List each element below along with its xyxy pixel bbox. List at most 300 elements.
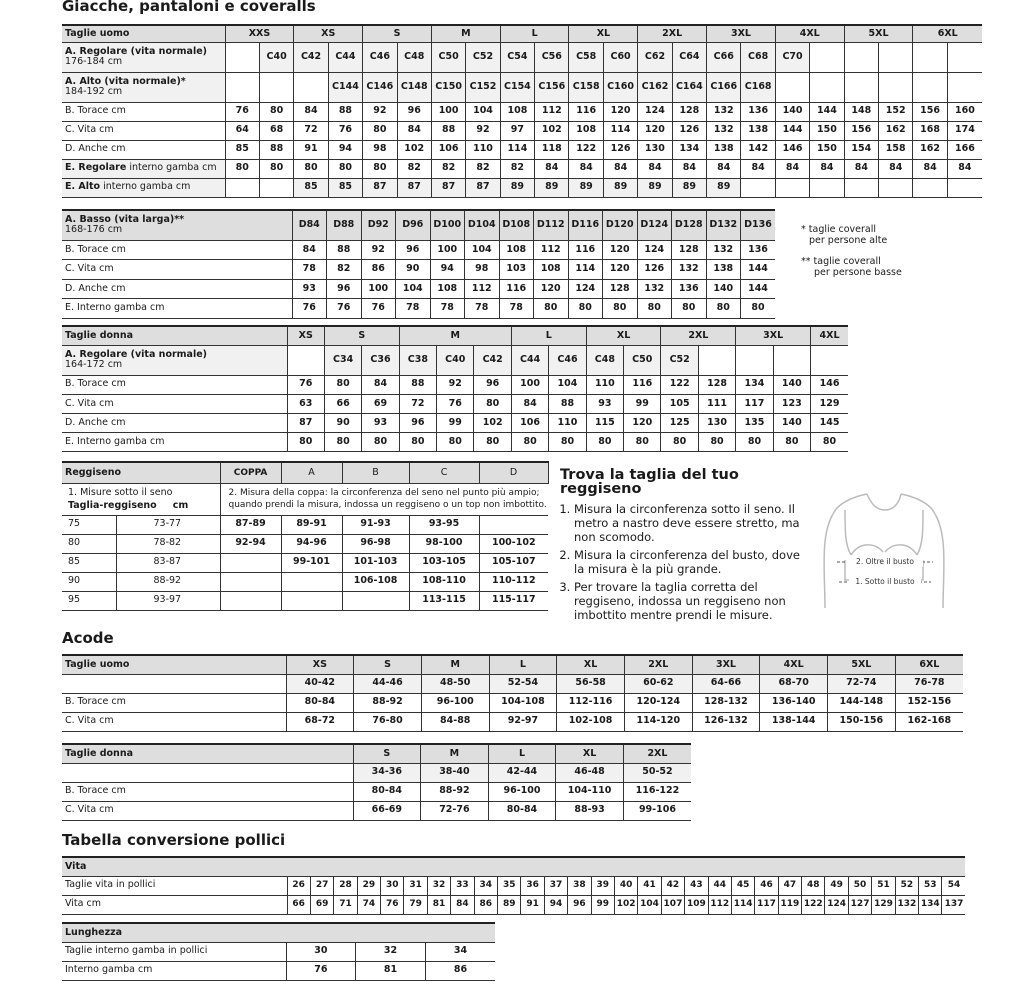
value-cell: 116 bbox=[624, 375, 661, 394]
value-cell: 97 bbox=[500, 121, 534, 140]
value-cell: 32 bbox=[356, 942, 426, 961]
value-cell: 146 bbox=[811, 375, 848, 394]
size-code bbox=[879, 72, 913, 102]
value-cell: 126 bbox=[603, 140, 637, 159]
size-code: C40 bbox=[437, 345, 474, 375]
row-label: E. Alto interno gamba cm bbox=[62, 178, 225, 197]
size-code: C52 bbox=[466, 42, 500, 72]
size-range: 42-44 bbox=[488, 763, 556, 782]
table-row bbox=[62, 693, 963, 712]
value-cell: 80 bbox=[287, 433, 324, 452]
value-cell: 29 bbox=[357, 876, 380, 895]
table-row bbox=[62, 782, 691, 801]
size-header: 3XL bbox=[707, 25, 776, 42]
value-cell: 134 bbox=[736, 375, 773, 394]
size-range: 48-50 bbox=[421, 674, 489, 693]
size-code: C46 bbox=[363, 42, 397, 72]
value-cell: 100 bbox=[430, 240, 465, 260]
row-label bbox=[62, 674, 286, 693]
size-code bbox=[947, 42, 982, 72]
value-cell: 114 bbox=[568, 260, 603, 280]
size-code: C168 bbox=[741, 72, 775, 102]
column-header: Taglie donna bbox=[62, 326, 287, 345]
row-label: B. Torace cm bbox=[62, 240, 292, 260]
size-code bbox=[947, 72, 982, 102]
size-code: C154 bbox=[500, 72, 534, 102]
value-cell: 82 bbox=[466, 159, 500, 178]
value-cell: 120 bbox=[603, 102, 637, 121]
value-cell: 126-132 bbox=[692, 712, 760, 731]
value-cell: 91 bbox=[521, 895, 544, 914]
value-cell: 88-92 bbox=[354, 693, 422, 712]
value-cell: 80-84 bbox=[286, 693, 354, 712]
table-row bbox=[62, 42, 982, 72]
size-code: C34 bbox=[324, 345, 361, 375]
value-cell: 84 bbox=[810, 159, 844, 178]
value-cell: 115-117 bbox=[479, 591, 548, 610]
size-header: L bbox=[488, 744, 556, 763]
value-cell bbox=[342, 591, 409, 610]
waist-conversion-table bbox=[62, 856, 965, 915]
size-code: D136 bbox=[741, 210, 776, 240]
size-range: 38-40 bbox=[421, 763, 489, 782]
value-cell: 111 bbox=[698, 394, 735, 413]
table-row bbox=[62, 744, 691, 763]
size-code: C56 bbox=[535, 42, 569, 72]
value-cell: 106 bbox=[431, 140, 465, 159]
value-cell: 39 bbox=[591, 876, 614, 895]
value-cell: 84 bbox=[741, 159, 775, 178]
fig-label-bust: 2. Oltre il busto bbox=[856, 557, 914, 566]
value-cell: 102-108 bbox=[557, 712, 625, 731]
size-header: 2XL bbox=[623, 744, 691, 763]
value-cell: 124 bbox=[638, 102, 672, 121]
value-cell: 90 bbox=[324, 413, 361, 432]
fig-label-underbust: 1. Sotto il busto bbox=[855, 577, 915, 586]
value-cell: 92 bbox=[437, 375, 474, 394]
value-cell: 99-106 bbox=[623, 801, 691, 820]
size-header: XL bbox=[569, 25, 638, 42]
row-label: C. Vita cm bbox=[62, 712, 286, 731]
value-cell bbox=[775, 178, 809, 197]
value-cell: 101-103 bbox=[342, 553, 409, 572]
value-cell: 76-80 bbox=[354, 712, 422, 731]
conversion-title: Tabella conversione pollici bbox=[62, 831, 286, 849]
size-header: XL bbox=[556, 744, 624, 763]
value-cell bbox=[259, 178, 293, 197]
table-row bbox=[62, 712, 963, 731]
value-cell: 108 bbox=[569, 121, 603, 140]
value-cell: 89 bbox=[672, 178, 706, 197]
value-cell: 86 bbox=[361, 260, 396, 280]
value-cell: 76 bbox=[292, 299, 327, 319]
value-cell: 80 bbox=[259, 102, 293, 121]
value-cell: 150-156 bbox=[828, 712, 896, 731]
value-cell: 85 bbox=[294, 178, 328, 197]
value-cell: 80 bbox=[736, 433, 773, 452]
column-header: Vita bbox=[62, 857, 965, 876]
value-cell: 63 bbox=[287, 394, 324, 413]
value-cell: 138-144 bbox=[760, 712, 828, 731]
basso-table bbox=[62, 209, 775, 319]
value-cell: 158 bbox=[879, 140, 913, 159]
size-code: D88 bbox=[327, 210, 362, 240]
value-cell: 106-108 bbox=[342, 572, 409, 591]
value-cell: 132 bbox=[706, 240, 741, 260]
measure-note: 1. Misure sotto il seno Taglia-reggiseno cm bbox=[62, 483, 220, 515]
row-label: B. Torace cm bbox=[62, 782, 353, 801]
value-cell: 89 bbox=[498, 895, 521, 914]
value-cell: 112 bbox=[535, 102, 569, 121]
value-cell: 104 bbox=[638, 895, 661, 914]
value-cell: 108 bbox=[499, 240, 534, 260]
size-header: 6XL bbox=[913, 25, 982, 42]
value-cell: 125 bbox=[661, 413, 698, 432]
table-row bbox=[62, 260, 775, 280]
value-cell: 80 bbox=[741, 299, 776, 319]
value-cell bbox=[913, 178, 947, 197]
value-cell: 89 bbox=[603, 178, 637, 197]
row-label: C. Vita cm bbox=[62, 260, 292, 280]
value-cell: 74 bbox=[357, 895, 380, 914]
table-row bbox=[62, 572, 548, 591]
value-cell: 92-94 bbox=[220, 534, 281, 553]
row-label bbox=[62, 763, 353, 782]
size-header: XS bbox=[286, 655, 354, 674]
row-label: A. Regolare (vita normale) 176-184 cm bbox=[62, 42, 225, 72]
size-header: XS bbox=[287, 326, 324, 345]
cup-header: D bbox=[479, 462, 548, 483]
value-cell: 52 bbox=[895, 876, 918, 895]
value-cell: 114 bbox=[731, 895, 754, 914]
value-cell: 68 bbox=[259, 121, 293, 140]
table-row bbox=[62, 674, 963, 693]
size-header: 5XL bbox=[844, 25, 913, 42]
value-cell: 104 bbox=[549, 375, 586, 394]
value-cell: 88 bbox=[549, 394, 586, 413]
value-cell: 104 bbox=[466, 102, 500, 121]
value-cell: 132 bbox=[707, 121, 741, 140]
table-row bbox=[62, 876, 965, 895]
size-code: D84 bbox=[292, 210, 327, 240]
value-cell: 84 bbox=[535, 159, 569, 178]
women-jackets-table bbox=[62, 325, 848, 452]
value-cell: 137 bbox=[942, 895, 966, 914]
value-cell: 80 bbox=[363, 159, 397, 178]
value-cell: 116 bbox=[499, 279, 534, 299]
value-cell: 114-120 bbox=[624, 712, 692, 731]
value-cell: 99-101 bbox=[281, 553, 342, 572]
value-cell: 102 bbox=[397, 140, 431, 159]
size-range: 40-42 bbox=[286, 674, 354, 693]
size-code bbox=[773, 345, 810, 375]
value-cell: 96 bbox=[568, 895, 591, 914]
jackets-title: Giacche, pantaloni e coveralls bbox=[62, 0, 316, 15]
value-cell: 120-124 bbox=[624, 693, 692, 712]
value-cell: 80 bbox=[773, 433, 810, 452]
table-row bbox=[62, 240, 775, 260]
value-cell: 78 bbox=[292, 260, 327, 280]
value-cell: 100 bbox=[361, 279, 396, 299]
value-cell: 166 bbox=[947, 140, 982, 159]
value-cell: 88 bbox=[327, 240, 362, 260]
size-header: M bbox=[431, 25, 500, 42]
value-cell: 84 bbox=[511, 394, 548, 413]
size-code: C58 bbox=[569, 42, 603, 72]
value-cell: 98 bbox=[363, 140, 397, 159]
value-cell: 72 bbox=[399, 394, 436, 413]
value-cell: 136 bbox=[741, 240, 776, 260]
column-header: Taglie donna bbox=[62, 744, 353, 763]
value-cell: 120 bbox=[603, 240, 638, 260]
value-cell: 94 bbox=[544, 895, 567, 914]
howto-step: 1. Misura la circonferenza sotto il seno. Il metro a nastro deve essere stretto, ma non scomodo. bbox=[574, 502, 810, 544]
size-header: 4XL bbox=[775, 25, 844, 42]
value-cell: 76 bbox=[286, 961, 356, 980]
value-cell: 128 bbox=[698, 375, 735, 394]
value-cell: 76 bbox=[225, 102, 259, 121]
size-code: D96 bbox=[396, 210, 431, 240]
table-row bbox=[62, 895, 965, 914]
value-cell: 135 bbox=[736, 413, 773, 432]
acode-title: Acode bbox=[62, 629, 114, 647]
value-cell: 50 bbox=[848, 876, 871, 895]
value-cell bbox=[947, 178, 982, 197]
value-cell: 93 bbox=[586, 394, 623, 413]
value-cell: 84 bbox=[294, 102, 328, 121]
size-header: S bbox=[353, 744, 421, 763]
row-label: A. Basso (vita larga)** 168-176 cm bbox=[62, 210, 292, 240]
size-code: C42 bbox=[294, 42, 328, 72]
value-cell: 96 bbox=[399, 413, 436, 432]
value-cell: 49 bbox=[825, 876, 848, 895]
value-cell: 140 bbox=[773, 413, 810, 432]
value-cell: 80 bbox=[437, 433, 474, 452]
size-header: 6XL bbox=[895, 655, 963, 674]
value-cell: 66 bbox=[324, 394, 361, 413]
value-cell: 80 bbox=[511, 433, 548, 452]
value-cell: 94 bbox=[328, 140, 362, 159]
value-cell: 93 bbox=[292, 279, 327, 299]
value-cell: 69 bbox=[310, 895, 333, 914]
value-cell: 93-95 bbox=[409, 515, 479, 534]
value-cell: 89 bbox=[500, 178, 534, 197]
value-cell: 93 bbox=[362, 413, 399, 432]
table-row bbox=[62, 801, 691, 820]
value-cell: 119 bbox=[778, 895, 801, 914]
value-cell: 88-92 bbox=[421, 782, 489, 801]
value-cell bbox=[810, 178, 844, 197]
value-cell: 162 bbox=[913, 140, 947, 159]
value-cell: 84-88 bbox=[421, 712, 489, 731]
value-cell: 80 bbox=[549, 433, 586, 452]
size-code: C160 bbox=[603, 72, 637, 102]
value-cell: 71 bbox=[334, 895, 357, 914]
table-row bbox=[62, 923, 495, 942]
value-cell: 80 bbox=[698, 433, 735, 452]
size-code bbox=[844, 72, 878, 102]
value-cell: 89 bbox=[638, 178, 672, 197]
value-cell: 87 bbox=[363, 178, 397, 197]
value-cell: 88 bbox=[328, 102, 362, 121]
size-code: D132 bbox=[706, 210, 741, 240]
table-row bbox=[62, 553, 548, 572]
value-cell: 78 bbox=[499, 299, 534, 319]
value-cell: 80 bbox=[399, 433, 436, 452]
value-cell: 110 bbox=[549, 413, 586, 432]
size-range: 64-66 bbox=[692, 674, 760, 693]
size-header: XL bbox=[557, 655, 625, 674]
value-cell: 89-91 bbox=[281, 515, 342, 534]
value-cell: 138 bbox=[741, 121, 775, 140]
value-cell: 124 bbox=[637, 240, 672, 260]
value-cell: 108 bbox=[534, 260, 569, 280]
note-tall: * taglie coverall per persone alte bbox=[801, 224, 888, 246]
size-code: C48 bbox=[397, 42, 431, 72]
table-row bbox=[62, 102, 982, 121]
size-code: C50 bbox=[431, 42, 465, 72]
value-cell: 84 bbox=[292, 240, 327, 260]
size-code: D104 bbox=[465, 210, 500, 240]
size-code: C150 bbox=[431, 72, 465, 102]
value-cell: 79 bbox=[404, 895, 427, 914]
value-cell: 118 bbox=[535, 140, 569, 159]
size-code bbox=[736, 345, 773, 375]
value-cell: 107 bbox=[661, 895, 684, 914]
value-cell: 96 bbox=[327, 279, 362, 299]
value-cell: 144 bbox=[741, 279, 776, 299]
value-cell: 30 bbox=[381, 876, 404, 895]
value-cell: 129 bbox=[811, 394, 848, 413]
value-cell: 126 bbox=[637, 260, 672, 280]
size-code: D100 bbox=[430, 210, 465, 240]
value-cell: 51 bbox=[872, 876, 895, 895]
row-label: Interno gamba cm bbox=[62, 961, 286, 980]
value-cell: 99 bbox=[624, 394, 661, 413]
value-cell: 103-105 bbox=[409, 553, 479, 572]
value-cell: 84 bbox=[844, 159, 878, 178]
value-cell: 113-115 bbox=[409, 591, 479, 610]
value-cell: 123 bbox=[773, 394, 810, 413]
value-cell: 98 bbox=[465, 260, 500, 280]
size-header: 4XL bbox=[811, 326, 848, 345]
value-cell: 112-116 bbox=[557, 693, 625, 712]
value-cell: 80 bbox=[706, 299, 741, 319]
bra-size: 90 bbox=[62, 572, 116, 591]
bra-cm: 83-87 bbox=[116, 553, 220, 572]
cup-header: A bbox=[281, 462, 342, 483]
size-code: C52 bbox=[661, 345, 698, 375]
size-header: L bbox=[500, 25, 569, 42]
value-cell: 174 bbox=[947, 121, 982, 140]
value-cell: 34 bbox=[474, 876, 497, 895]
value-cell: 92 bbox=[363, 102, 397, 121]
table-row bbox=[62, 121, 982, 140]
value-cell: 120 bbox=[638, 121, 672, 140]
value-cell: 81 bbox=[427, 895, 450, 914]
value-cell: 87 bbox=[287, 413, 324, 432]
size-header: S bbox=[324, 326, 399, 345]
value-cell: 88 bbox=[431, 121, 465, 140]
value-cell: 156 bbox=[844, 121, 878, 140]
value-cell: 84 bbox=[569, 159, 603, 178]
value-cell: 92 bbox=[361, 240, 396, 260]
value-cell: 162-168 bbox=[895, 712, 963, 731]
table-row bbox=[62, 375, 848, 394]
value-cell: 84 bbox=[775, 159, 809, 178]
value-cell: 100 bbox=[511, 375, 548, 394]
value-cell: 96 bbox=[474, 375, 511, 394]
size-code: C36 bbox=[362, 345, 399, 375]
bra-size: 85 bbox=[62, 553, 116, 572]
value-cell: 69 bbox=[362, 394, 399, 413]
value-cell: 115 bbox=[586, 413, 623, 432]
size-header: M bbox=[421, 655, 489, 674]
value-cell: 91-93 bbox=[342, 515, 409, 534]
value-cell: 72 bbox=[294, 121, 328, 140]
bra-size: 75 bbox=[62, 515, 116, 534]
size-range: 44-46 bbox=[354, 674, 422, 693]
value-cell: 78 bbox=[465, 299, 500, 319]
value-cell: 136 bbox=[741, 102, 775, 121]
value-cell: 122 bbox=[802, 895, 825, 914]
size-code: D124 bbox=[637, 210, 672, 240]
value-cell: 109 bbox=[685, 895, 708, 914]
value-cell: 76 bbox=[361, 299, 396, 319]
table-row bbox=[62, 72, 982, 102]
value-cell: 96-100 bbox=[488, 782, 556, 801]
row-label: D. Anche cm bbox=[62, 140, 225, 159]
value-cell: 82 bbox=[431, 159, 465, 178]
value-cell: 80 bbox=[294, 159, 328, 178]
bra-cm: 88-92 bbox=[116, 572, 220, 591]
value-cell: 138 bbox=[707, 140, 741, 159]
row-label: C. Vita cm bbox=[62, 394, 287, 413]
value-cell: 114 bbox=[500, 140, 534, 159]
value-cell: 30 bbox=[286, 942, 356, 961]
size-code: C146 bbox=[363, 72, 397, 102]
column-header: COPPA bbox=[220, 462, 281, 483]
column-header: Reggiseno bbox=[62, 462, 220, 483]
value-cell: 128 bbox=[603, 279, 638, 299]
acode-women-table bbox=[62, 743, 691, 821]
table-row bbox=[62, 961, 495, 980]
value-cell: 80-84 bbox=[353, 782, 421, 801]
value-cell: 108-110 bbox=[409, 572, 479, 591]
value-cell: 87 bbox=[397, 178, 431, 197]
size-header: XL bbox=[586, 326, 661, 345]
size-code: C64 bbox=[672, 42, 706, 72]
value-cell: 84 bbox=[397, 121, 431, 140]
size-code: C62 bbox=[638, 42, 672, 72]
size-header: 3XL bbox=[736, 326, 811, 345]
value-cell: 80-84 bbox=[488, 801, 556, 820]
value-cell: 128-132 bbox=[692, 693, 760, 712]
size-header: S bbox=[354, 655, 422, 674]
size-header: M bbox=[421, 744, 489, 763]
value-cell: 80 bbox=[363, 121, 397, 140]
size-code: D112 bbox=[534, 210, 569, 240]
value-cell: 128 bbox=[672, 102, 706, 121]
size-header: L bbox=[511, 326, 586, 345]
value-cell: 132 bbox=[895, 895, 918, 914]
value-cell: 96 bbox=[396, 240, 431, 260]
size-range: 68-70 bbox=[760, 674, 828, 693]
value-cell: 68-72 bbox=[286, 712, 354, 731]
size-code: C48 bbox=[586, 345, 623, 375]
table-row bbox=[62, 763, 691, 782]
value-cell: 140 bbox=[706, 279, 741, 299]
